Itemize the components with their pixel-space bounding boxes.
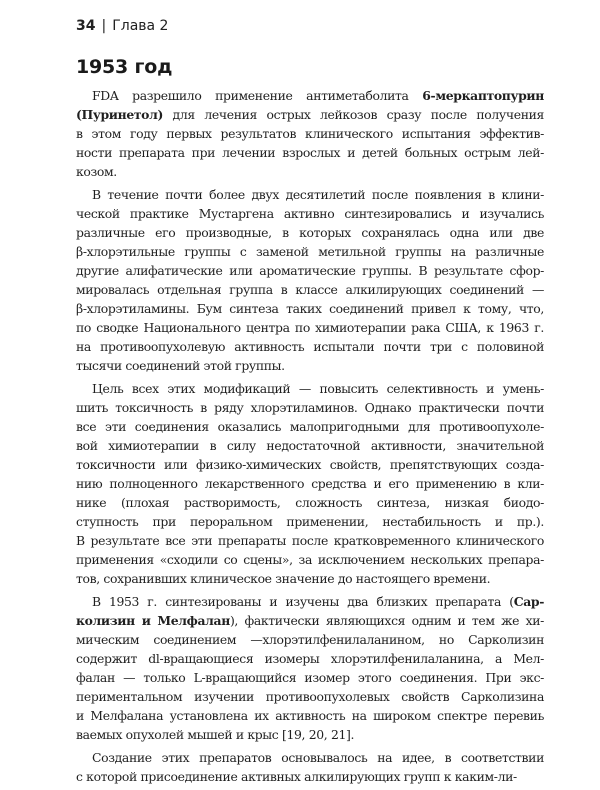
- text-line: [76, 436, 544, 455]
- text-line: [76, 105, 544, 124]
- text-line: [76, 668, 544, 687]
- text-line: [76, 649, 544, 668]
- text-run: токсичности или физико-химических свойств, препятствующих созда-: [76, 457, 544, 472]
- text-run: ), фактически являющихся одним и тем же хи-: [229, 613, 544, 628]
- text-run: фалан — только L-вращающийся изомер этого соединения. При экс-: [76, 670, 544, 685]
- body-text: [76, 86, 544, 790]
- text-line: [76, 261, 544, 280]
- text-run: В течение почти более двух десятилетий после появления в клини-: [92, 187, 544, 202]
- text-line: [76, 592, 544, 611]
- text-line: [76, 767, 544, 786]
- text-line: [76, 379, 544, 398]
- text-line: [76, 455, 544, 474]
- chapter-title: Глава 2: [112, 18, 169, 34]
- text-line: [76, 280, 544, 299]
- text-line: [76, 725, 544, 744]
- text-line: [76, 242, 544, 261]
- text-line: [76, 299, 544, 318]
- text-line: [76, 748, 544, 767]
- text-line: [76, 185, 544, 204]
- text-run: Цель всех этих модификаций — повысить селективность и умень-: [92, 381, 544, 396]
- text-run: козом.: [76, 164, 117, 179]
- text-line: [76, 143, 544, 162]
- text-run: мическим соединением —хлорэтилфенилаланином, но Сарколизин: [76, 632, 544, 647]
- text-run: в этом году первых результатов клинического испытания эффектив-: [76, 126, 544, 141]
- text-run: все эти соединения оказались малопригодными для противоопухоле-: [76, 419, 544, 434]
- text-line: [76, 356, 544, 375]
- bold-term: Сар-: [513, 594, 544, 609]
- text-run: и Мелфалана установлена их активность на широком спектре перевиь: [76, 708, 544, 723]
- text-run: мировалась отдельная группа в классе алкилирующих соединений —: [76, 282, 544, 297]
- text-run: ваемых опухолей мышей и крыс [19, 20, 21].: [76, 727, 355, 742]
- text-line: [76, 550, 544, 569]
- text-run: на противоопухолевую активность испытали почти три с половиной: [76, 339, 544, 354]
- text-line: [76, 474, 544, 493]
- text-line: [76, 337, 544, 356]
- text-run: β-хлорэтильные группы с заменой метильной группы на различные: [76, 244, 544, 259]
- text-run: периментальном изучении противоопухолевых свойств Сарколизина: [76, 689, 544, 704]
- text-run: ступность при пероральном применении, нестабильность и пр.).: [76, 514, 544, 529]
- text-line: [76, 86, 544, 105]
- paragraph: [76, 379, 544, 588]
- text-run: различные его производные, в которых сохранялась одна или две: [76, 225, 544, 240]
- text-line: [76, 706, 544, 725]
- text-run: с которой присоединение активных алкилирующих групп к каким-ли-: [76, 769, 517, 784]
- text-run: тов, сохранивших клиническое значение до настоящего времени.: [76, 571, 491, 586]
- text-run: Создание этих препаратов основывалось на идее, в соответствии: [92, 750, 544, 765]
- header-separator: |: [101, 18, 107, 34]
- text-line: [76, 630, 544, 649]
- text-line: [76, 569, 544, 588]
- bold-term: колизин и Мелфалан: [76, 613, 230, 628]
- text-run: ческой практике Мустаргена активно синтезировались и изучались: [76, 206, 544, 221]
- text-line: [76, 318, 544, 337]
- bold-term: (Пуринетол): [76, 107, 163, 122]
- paragraph: [76, 86, 544, 181]
- text-run: нике (плохая растворимость, сложность синтеза, низкая биодо-: [76, 495, 544, 510]
- text-run: β-хлорэтиламины. Бум синтеза таких соединений привел к тому, что,: [76, 301, 544, 316]
- text-run: по сводке Национального центра по химиотерапии рака США, к 1963 г.: [76, 320, 544, 335]
- text-run: тысячи соединений этой группы.: [76, 358, 285, 373]
- paragraph: [76, 185, 544, 375]
- text-line: [76, 512, 544, 531]
- text-line: [76, 124, 544, 143]
- text-line: [76, 417, 544, 436]
- paragraph: [76, 592, 544, 744]
- text-run: В 1953 г. синтезированы и изучены два близких препарата (: [92, 594, 514, 609]
- text-line: [76, 531, 544, 550]
- text-line: [76, 162, 544, 181]
- text-line: [76, 687, 544, 706]
- text-line: [76, 611, 544, 630]
- text-line: [76, 204, 544, 223]
- text-run: другие алифатические или ароматические группы. В результате сфор-: [76, 263, 544, 278]
- text-run: нию полноценного лекарственного средства и его применению в кли-: [76, 476, 544, 491]
- page-number: 34: [76, 18, 96, 34]
- bold-term: 6-меркаптопурин: [422, 88, 544, 103]
- text-run: для лечения острых лейкозов сразу после получения: [163, 107, 544, 122]
- text-line: [76, 398, 544, 417]
- text-run: ности препарата при лечении взрослых и детей больных острым лей-: [76, 145, 544, 160]
- text-run: FDA разрешило применение антиметаболита: [92, 88, 423, 103]
- text-run: В результате все эти препараты после кратковременного клинического: [76, 533, 544, 548]
- text-run: применения «сходили со сцены», за исключением нескольких препара-: [76, 552, 544, 567]
- section-title: 1953 год: [76, 56, 173, 78]
- text-line: [76, 493, 544, 512]
- text-run: шить токсичность в ряду хлорэтиламинов. Однако практически почти: [76, 400, 544, 415]
- text-run: содержит dl-вращающиеся изомеры хлорэтилфенилаланина, а Мел-: [76, 651, 544, 666]
- running-head: [76, 18, 168, 34]
- paragraph: [76, 748, 544, 786]
- text-run: вой химиотерапии в силу недостаточной активности, значительной: [76, 438, 544, 453]
- text-line: [76, 223, 544, 242]
